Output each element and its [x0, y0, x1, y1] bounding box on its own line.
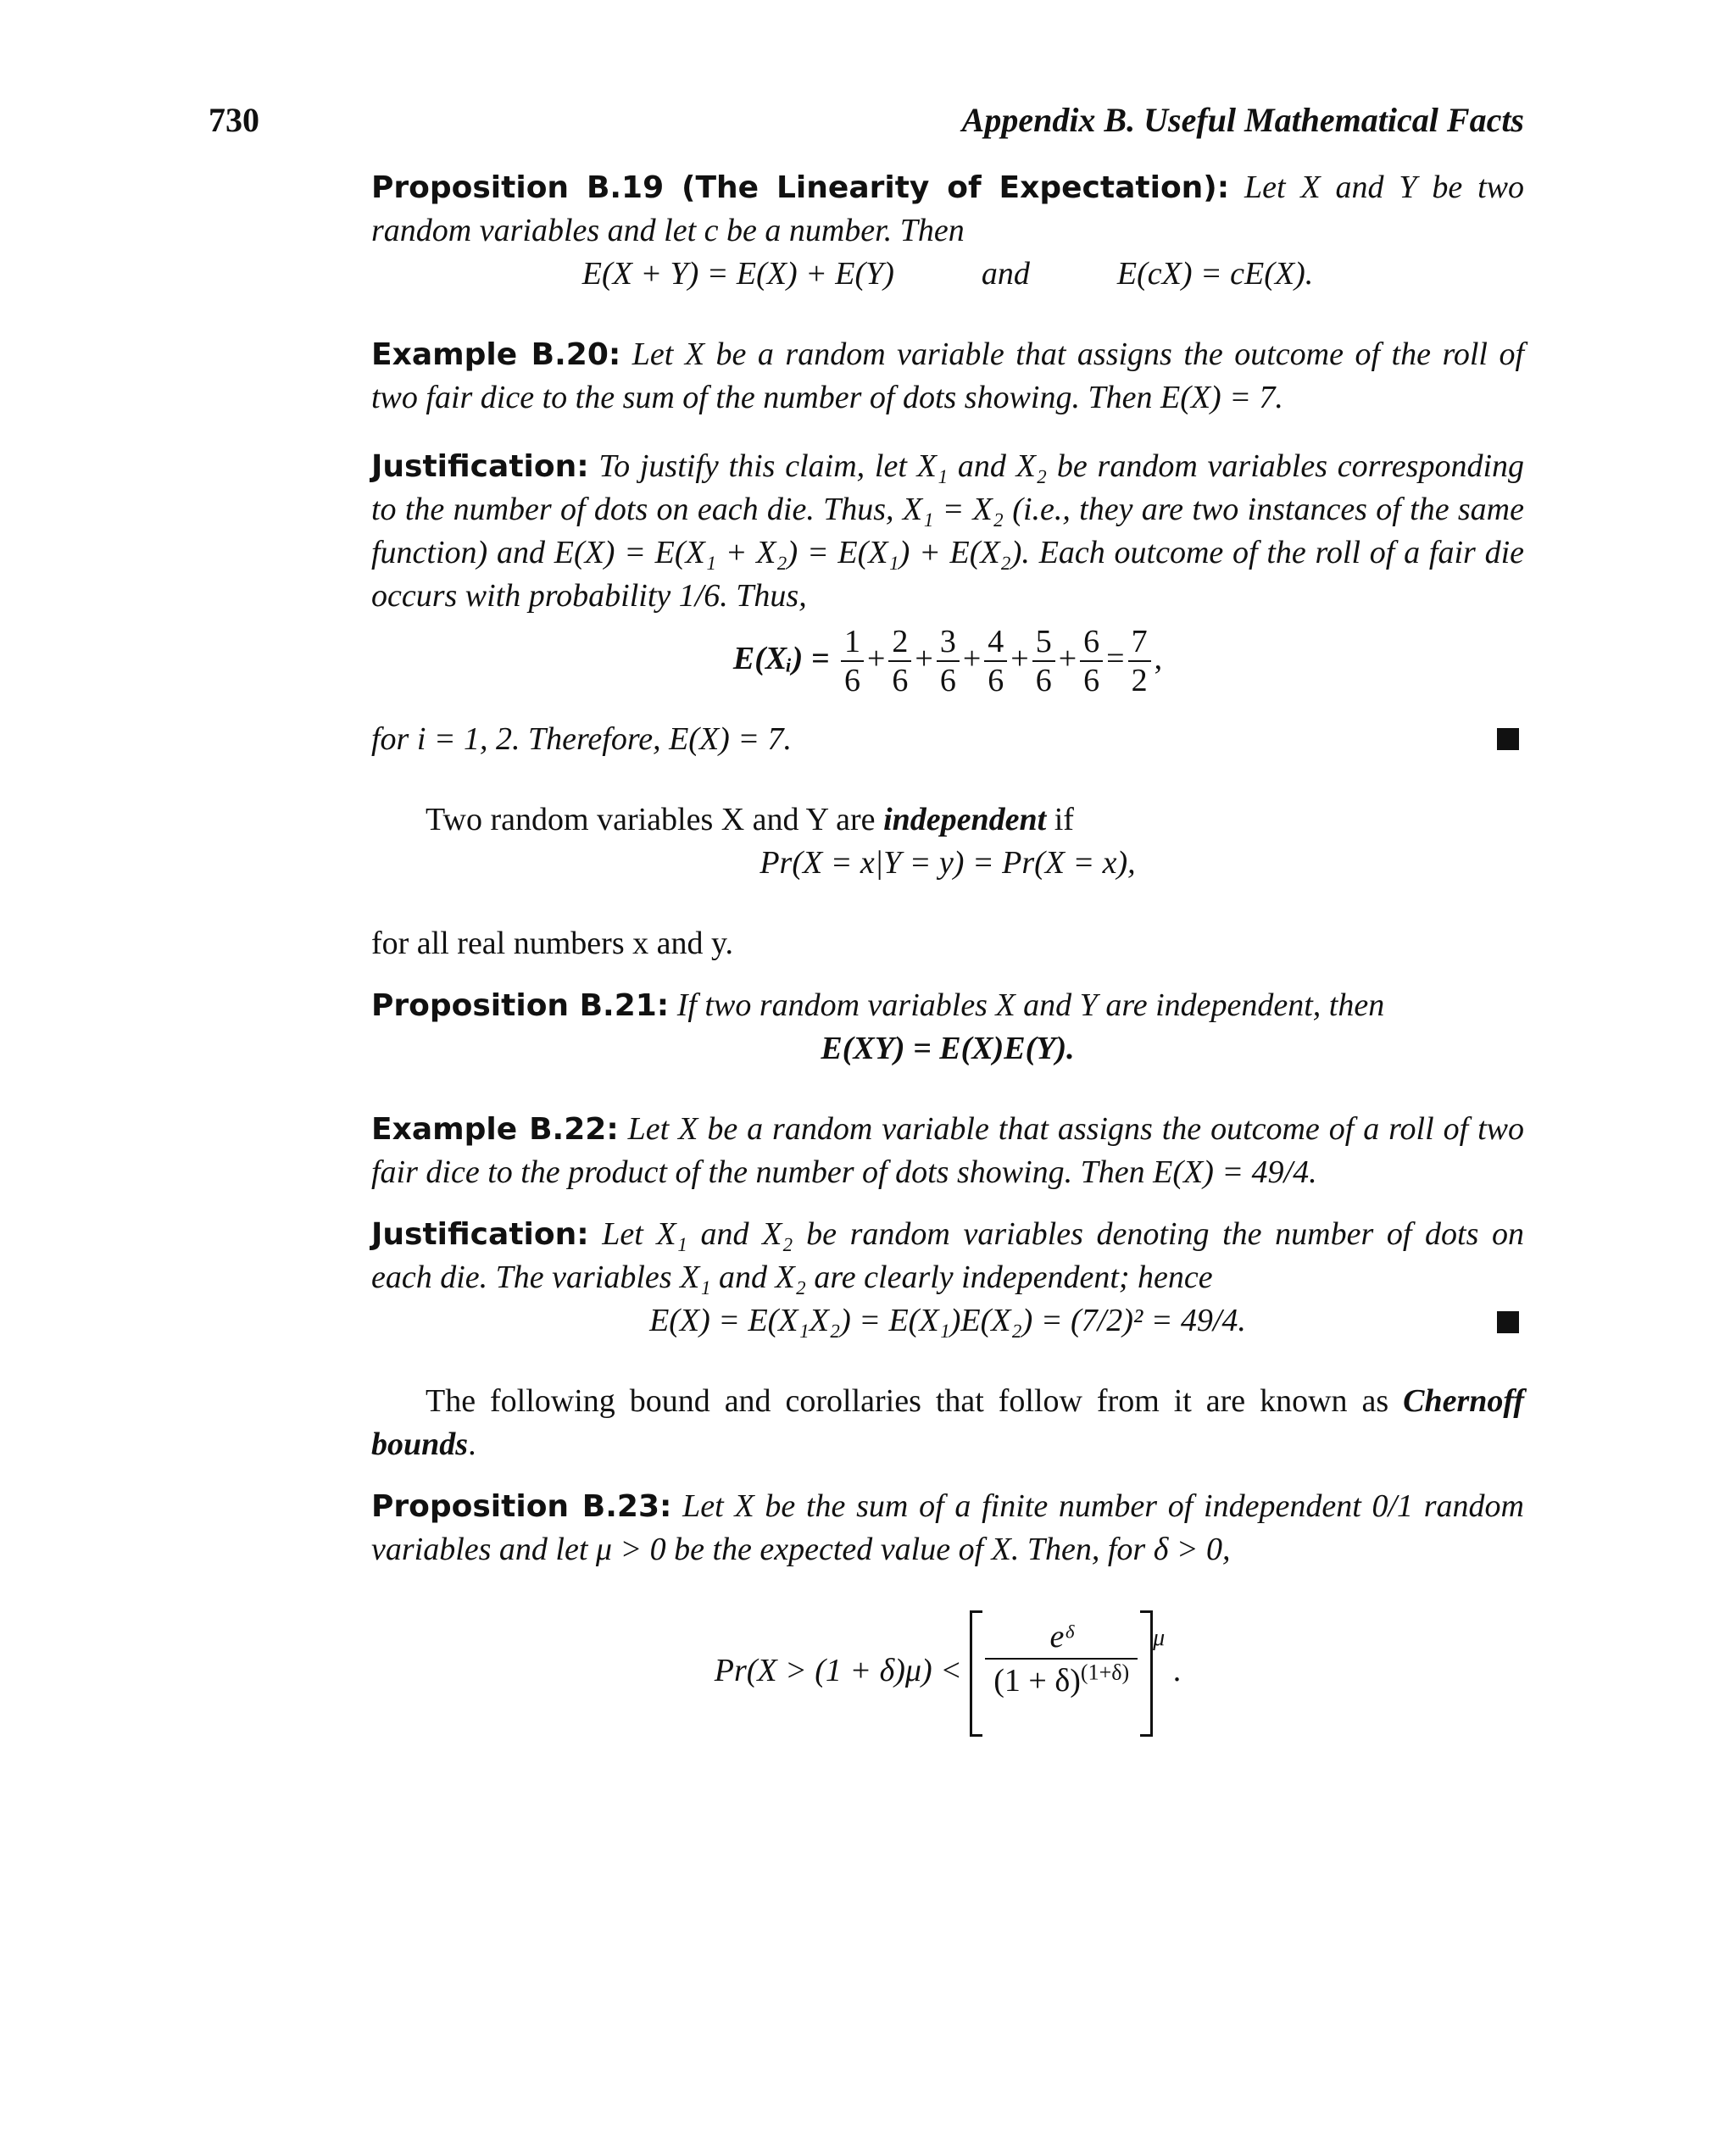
justification-b20-text: To justify this claim, let X₁ and X₂ be random variables corresponding to the number of dots on each die. Thus, X₁ = X₂ (i.e., they are two instances of the same function) and E(X) = E(X₁ + X₂) = E(X₁) + E(X₂). Each outcome of the roll of a fair die occurs with probability 1/6. Thus, — [371, 448, 1525, 614]
fraction: $\frac{6}{6}$ — [1080, 623, 1103, 699]
example-b20-label: Example B.20: — [371, 337, 621, 372]
page-body — [371, 166, 1524, 1732]
fraction: $\frac{5}{6}$ — [1032, 623, 1055, 699]
qed-square-icon — [1497, 728, 1519, 750]
example-b20 — [371, 333, 1524, 420]
independence-equation: Pr(X = x|Y = y) = Pr(X = x), — [760, 845, 1136, 881]
term-chernoff-bounds: Chernoff bounds — [371, 1383, 1524, 1463]
proposition-b19-text: Let X and Y be two random variables and let c be a number. Then — [371, 170, 1524, 248]
linearity-equation — [371, 253, 1524, 296]
independence-after: for all real numbers x and y. — [371, 926, 733, 962]
justification-b20 — [371, 445, 1524, 618]
linearity-eq-and: and — [981, 256, 1030, 292]
qed-square-icon — [1497, 1311, 1519, 1333]
example-b22-label: Example B.22: — [371, 1112, 619, 1148]
bracket-group — [970, 1615, 1153, 1732]
chernoff-eq-lhs: Pr(X > (1 + δ)μ) < — [714, 1653, 962, 1689]
proposition-b23-label: Proposition B.23: — [371, 1489, 672, 1525]
proposition-b19 — [371, 166, 1524, 253]
example-b20-text: Let X be a random variable that assigns the outcome of the roll of two fair dice to the sum of the number of dots showing. Then E(X) = 7. — [371, 336, 1524, 415]
chernoff-outer-exponent: μ — [1153, 1625, 1166, 1652]
result-fraction: $\frac{7}{2}$ — [1128, 623, 1151, 699]
page-header — [209, 100, 1524, 144]
justification-b22-label: Justification: — [371, 1217, 589, 1253]
linearity-eq-left: E(X + Y) = E(X) + E(Y) — [581, 256, 894, 292]
running-head: Appendix B. Useful Mathematical Facts — [961, 101, 1524, 139]
example-b22: Example B.22: Let X be a random variable that assigns the outcome of a roll of two fair dice to the product of the number of dots showing. Then E(X) = 49/4. — [371, 1111, 1524, 1191]
chernoff-fraction-denominator: $(1 + \delta)^{(1+\delta)}$ — [993, 1660, 1130, 1699]
proposition-b21-label: Proposition B.21: — [371, 988, 670, 1024]
justification-b22: Justification: Let X₁ and X₂ be random variables denoting the number of dots on each die. The variables X₁ and X₂ are clearly independent; hence — [371, 1216, 1524, 1296]
dice-eq-lhs: E(Xᵢ) = — [732, 641, 830, 676]
product-dice-equation: E(X) = E(X₁X₂) = E(X₁)E(X₂) = (7/2)² = 49/4. — [371, 1299, 1524, 1343]
term-independent: independent — [883, 802, 1047, 838]
independence-definition: Two random variables X and Y are independent if — [426, 802, 1074, 838]
proposition-b21: Proposition B.21: If two random variables X and Y are independent, then — [371, 987, 1385, 1024]
fraction: $\frac{3}{6}$ — [937, 623, 960, 699]
chernoff-intro: The following bound and corollaries that follow from it are known as Chernoff bounds. — [371, 1383, 1524, 1463]
justification-b20-conclusion: for i = 1, 2. Therefore, E(X) = 7. — [371, 718, 1524, 761]
fraction: $\frac{4}{6}$ — [984, 623, 1007, 699]
proposition-b23: Proposition B.23: Let X be the sum of a finite number of independent 0/1 random variables and let μ > 0 be the expected value of X. Then, for δ > 0, — [371, 1488, 1524, 1568]
dice-expectation-equation: E(Xᵢ) = $\frac{1}{6}$ + $\frac{2}{6}$ + $\frac{3}{6}$ + $\frac{4}{6}$ + $\frac{5}{6}$ + $\frac{6}{6}$ = $\frac{7}{2}$ , — [732, 624, 1163, 699]
chernoff-fraction-numerator: eᵟ — [985, 1615, 1138, 1660]
chernoff-bound-equation: Pr(X > (1 + δ)μ) < $\frac{\text{eᵟ}}{(1 + \delta)^{(1+\delta)}}$ $^\mu$ . — [371, 1615, 1524, 1732]
linearity-eq-right: E(cX) = cE(X). — [1116, 256, 1314, 292]
product-expectation-equation: E(XY) = E(X)E(Y). — [821, 1031, 1075, 1067]
fraction: $\frac{2}{6}$ — [888, 623, 911, 699]
chernoff-fraction — [985, 1615, 1138, 1702]
page-number: 730 — [209, 101, 259, 139]
justification-b20-label: Justification: — [371, 449, 589, 484]
fraction: $\frac{1}{6}$ — [841, 623, 864, 699]
proposition-b19-label: Proposition B.19 (The Linearity of Expectation): — [371, 170, 1230, 205]
